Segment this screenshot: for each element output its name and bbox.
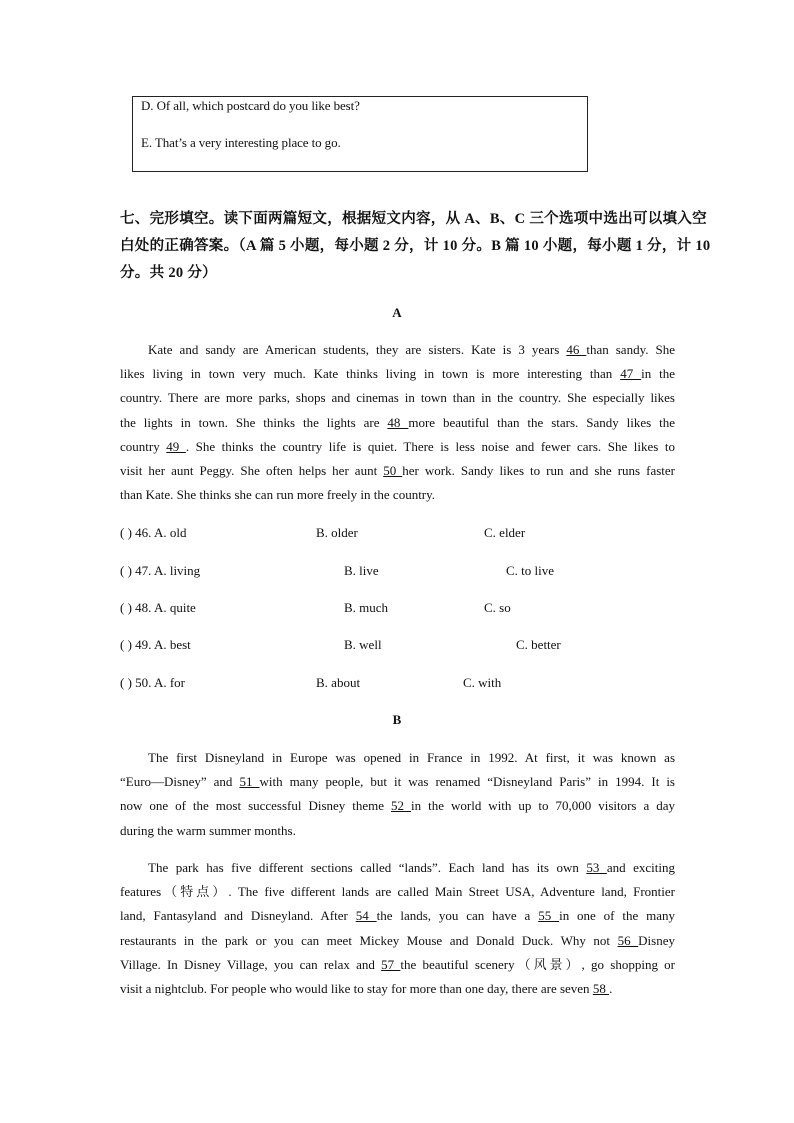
question-row [120, 600, 680, 620]
answer-blank: 51 [239, 774, 260, 790]
choice-b: B. much [344, 600, 389, 615]
option-e: E. That’s a very interesting place to go. [141, 135, 341, 150]
answer-blank: 46 [566, 342, 587, 357]
text-segment: likes living in town very much. Kate thinks living in town is more interesting than [120, 366, 621, 382]
options-box [132, 96, 588, 172]
question-stem: ( ) 49. A. best [120, 637, 191, 652]
text-segment: visit her aunt Peggy. She often helps her aunt [120, 462, 384, 478]
answer-blank: 53 [586, 860, 607, 875]
text-line [120, 483, 675, 507]
text-segment: the lands, you can have a [376, 908, 539, 924]
answer-blank: 49 [166, 438, 186, 454]
answer-blank: 47 [620, 366, 642, 382]
text-segment: country. There are more parks, shops and cinemas in town than in the country. She especially likes [120, 390, 675, 406]
heading-line: 白处的正确答案。（A 篇 5 小题，每小题 2 分，计 10 分。B 篇 10 小题，每小题 1 分，计 10 [120, 238, 711, 254]
text-segment: in the world with up to 70,000 visitors a day [411, 798, 675, 814]
text-segment: her work. Sandy likes to run and she runs faster [402, 462, 676, 478]
question-stem: ( ) 48. A. quite [120, 600, 196, 615]
text-segment: visit a nightclub. For people who would like to stay for more than one day, there are seven [120, 980, 593, 996]
text-segment: and exciting [606, 860, 675, 875]
text-line [120, 746, 675, 770]
text-line [120, 856, 675, 880]
answer-blank: 58 [592, 980, 610, 996]
choice-c: C. to live [506, 563, 555, 578]
choice-b: B. well [344, 637, 382, 652]
choice-c: C. with [463, 675, 502, 690]
answer-blank: 56 [617, 932, 639, 948]
text-segment: than sandy. She [586, 342, 676, 357]
text-line [120, 904, 675, 928]
answer-blank: 54 [355, 908, 377, 924]
text-segment: than Kate. She thinks she can run more freely in the country. [120, 487, 436, 503]
text-line [120, 819, 675, 843]
text-segment: . [609, 980, 613, 996]
choice-c: C. elder [484, 525, 526, 540]
question-stem: ( ) 47. A. living [120, 563, 201, 578]
text-segment: The park has five different sections called “lands”. Each land has its own [148, 860, 587, 875]
text-segment: the beautiful scenery（风景）, go shopping or [400, 956, 676, 972]
text-segment: Disney [638, 932, 676, 948]
answer-blank: 48 [387, 414, 409, 430]
text-line [120, 386, 675, 410]
text-segment: Kate and sandy are American students, they are sisters. Kate is 3 years [148, 342, 567, 357]
text-line [120, 794, 675, 818]
answer-blank: 50 [383, 462, 403, 478]
choice-b: B. live [344, 563, 379, 578]
text-line [120, 953, 675, 977]
text-segment: in one of the many [559, 908, 676, 924]
choice-c: C. better [516, 637, 561, 652]
text-line [120, 880, 675, 904]
text-line [120, 338, 675, 362]
choice-b: B. about [316, 675, 361, 690]
heading-line: 七、完形填空。读下面两篇短文，根据短文内容，从 A、B、C 三个选项中选出可以填入空 [120, 211, 707, 227]
answer-blank: 55 [538, 908, 560, 924]
choice-c: C. so [484, 600, 511, 615]
question-stem: ( ) 50. A. for [120, 675, 185, 690]
text-segment: now one of the most successful Disney theme [120, 798, 392, 814]
text-segment: The first Disneyland in Europe was opened in France in 1992. At first, it was known as [148, 750, 675, 765]
text-line [120, 362, 675, 386]
text-line [120, 459, 675, 483]
text-segment: the lights in town. She thinks the lights are [120, 414, 388, 430]
text-segment: “Euro—Disney” and [120, 774, 240, 790]
text-line [120, 977, 675, 1001]
passage-a-title: A [392, 305, 402, 320]
text-segment: more beautiful than the stars. Sandy likes the [408, 414, 675, 430]
text-line [120, 770, 675, 794]
text-line [120, 435, 675, 459]
text-segment: . She thinks the country life is quiet. There is less noise and fewer cars. She likes to [185, 438, 675, 454]
text-segment: during the warm summer months. [120, 822, 296, 838]
question-row [120, 675, 680, 695]
text-line [120, 929, 675, 953]
text-segment: in the [641, 366, 676, 382]
section-heading [120, 206, 711, 287]
text-segment: land, Fantasyland and Disneyland. After [120, 908, 356, 924]
option-d: D. Of all, which postcard do you like best? [141, 98, 360, 113]
answer-blank: 52 [391, 798, 412, 814]
text-segment: Village. In Disney Village, you can relax and [120, 956, 382, 972]
text-segment: country [120, 438, 167, 454]
question-row [120, 563, 680, 583]
question-row [120, 637, 680, 657]
question-row [120, 525, 680, 545]
text-segment: with many people, but it was renamed “Disneyland Paris” in 1994. It is [259, 774, 675, 790]
choice-b: B. older [316, 525, 358, 540]
passage-b-title: B [392, 712, 402, 727]
passage-a-text [120, 338, 675, 507]
passage-b-paragraph-1 [120, 746, 675, 843]
text-line [120, 411, 675, 435]
heading-line: 分。共 20 分） [120, 265, 217, 281]
text-segment: restaurants in the park or you can meet Mickey Mouse and Donald Duck. Why not [120, 932, 618, 948]
answer-blank: 57 [381, 956, 401, 972]
text-segment: features（特点）. The five different lands are called Main Street USA, Adventure land, Frontier [120, 884, 675, 900]
passage-b-paragraph-2 [120, 856, 675, 1001]
question-stem: ( ) 46. A. old [120, 525, 187, 540]
